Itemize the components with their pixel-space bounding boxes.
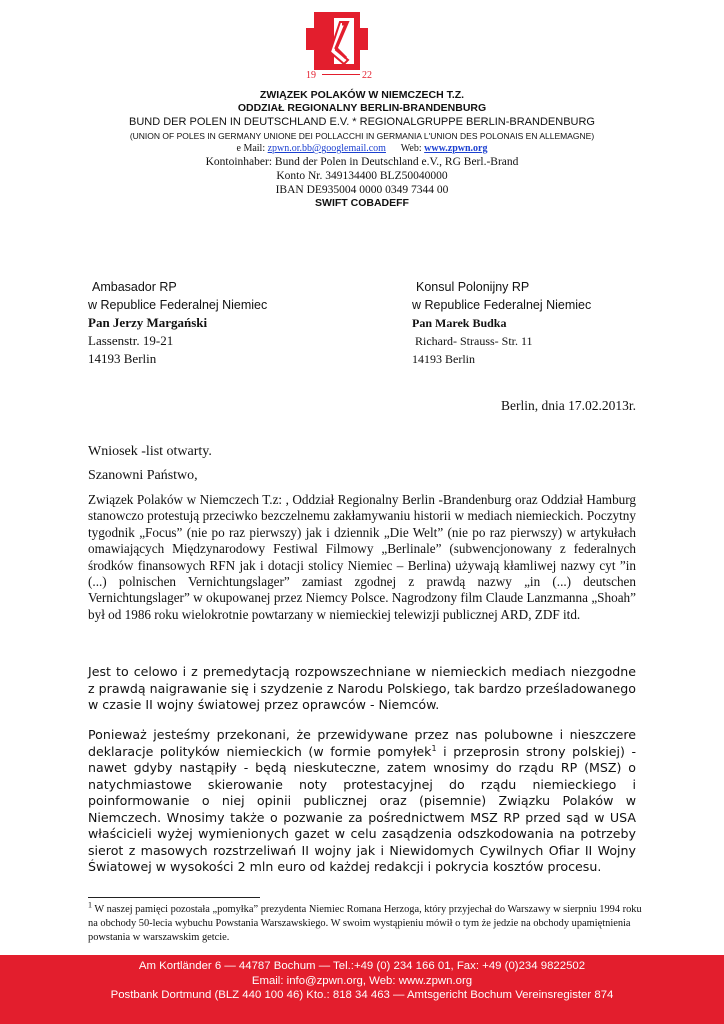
- footer-contact: Email: info@zpwn.org, Web: www.zpwn.org: [251, 974, 473, 987]
- web-label: Web:: [400, 143, 422, 154]
- org-name: ZWIĄZEK POLAKÓW W NIEMCZECH T.Z.: [259, 89, 465, 101]
- recipient-consul: [412, 278, 712, 368]
- paragraph-1: [88, 492, 636, 623]
- paragraph-1-text: Związek Polaków w Niemczech T.z: , Oddział Regionalny Berlin -Brandenburg oraz Oddział Hamburg stanowczo protestują przeciwko bezczelnemu zakłamywaniu historii w mediach niemieckich. Poczytny tygodnik „Focus” (nie po raz pierwszy) jak i dziennik „Die Welt” (nie po raz pierwszy) w artykułach omawiających Międzynarodowy Festiwal Filmowy „Berlinale” (subwencjonowany z federalnych środków finansowych RFN jak i dotacji stolicy Niemiec – Berlina) używają kłamliwej nazwy cyt ”in (...) polnischen Vernichtungslager” zamiast zgodnej z prawdą nazwy „in (...) deutschen Vernichtungslager” w okupowanej przez Niemcy Polsce. Nagrodzony film Claude Lanzmanna „Shoah” był od 1986 roku wielokrotnie powtarzany w niemieckiej telewizji publicznej ARD, ZDF itd.: [88, 492, 636, 622]
- paragraph-3-text: [88, 727, 636, 876]
- german-name: BUND DER POLEN IN DEUTSCHLAND E.V. * REGIONALGRUPPE BERLIN-BRANDENBURG: [129, 116, 595, 128]
- recipient-name: Pan Marek Budka: [412, 316, 507, 330]
- paragraph-3-part-1: Ponieważ jesteśmy przekonani, że przewidywane przez nas polubowne i nieszczere deklaracje polityków niemieckich (w formie pomyłek: [88, 727, 636, 759]
- iban: IBAN DE935004 0000 0349 7344 00: [275, 184, 449, 196]
- logo-underline: [322, 74, 360, 75]
- footnote-mark: 1: [88, 900, 92, 910]
- recipient-title: Konsul Polonijny RP: [416, 280, 530, 294]
- footnote-text: W naszej pamięci pozostała „pomyłka” prezydenta Niemiec Romana Herzoga, który przyjechał do Warszawy w sierpniu 1994 roku na obchody 50-lecia wybuchu Powstania Warszawskiego. W swoim wystąpieniu mówił o tym że jedzie na obchody upamiętnienia powstania w warszawskim getcie.: [88, 904, 642, 943]
- account-number: Konto Nr. 349134400 BLZ50040000: [276, 170, 448, 182]
- footer-address: Am Kortländer 6 — 44787 Bochum — Tel.:+49 (0) 234 166 01, Fax: +49 (0)234 9822502: [138, 960, 586, 972]
- recipient-ambassador: [88, 278, 388, 368]
- email-label: e Mail:: [236, 143, 266, 154]
- account-holder: Kontoinhaber: Bund der Polen in Deutschland e.V., RG Berl.-Brand: [205, 156, 519, 168]
- letter-subject: Wniosek -list otwarty.: [88, 444, 212, 459]
- logo-year-right: 22: [362, 70, 372, 81]
- letter-greeting: Szanowni Państwo,: [88, 468, 198, 483]
- web-link[interactable]: www.zpwn.org: [424, 143, 488, 154]
- email-link[interactable]: zpwn.or.bb@googlemail.com: [267, 143, 386, 154]
- recipient-street: Lassenstr. 19-21: [88, 333, 174, 348]
- swift: SWIFT COBADEFF: [315, 197, 409, 209]
- recipient-name: Pan Jerzy Margański: [88, 315, 208, 330]
- recipient-city: 14193 Berlin: [88, 351, 157, 366]
- paragraph-3-part-2: i przeprosin strony polskiej) - nawet gdyby nastąpiły - będą nieskuteczne, zatem wnosimy do rządu RP (MSZ) o natychmiastowe skierowanie noty protestacyjnej do rządu niemieckiego i poinformowanie o niej opinii publicznej oraz (pisemnie) Związku Polaków w Niemczech. Wnosimy także o pozwanie za pośrednictwem MSZ RP przed sąd w USA właścicieli wyżej wymienionych gazet w celu zasądzenia odszkodowania na potrzeby sierot z masowych rozstrzeliwań II wojny jak i Niewidomych Cywilnych Ofiar II Wojny Światowej w wysokości 2 mln euro od każdej redakcji i pokrycia kosztów procesu.: [88, 743, 637, 874]
- recipient-street: Richard- Strauss- Str. 11: [415, 334, 533, 348]
- footnote-divider: [88, 897, 260, 898]
- org-branch: ODDZIAŁ REGIONALNY BERLIN-BRANDENBURG: [237, 102, 487, 114]
- letter-date: Berlin, dnia 17.02.2013r.: [501, 398, 636, 413]
- paragraph-2: [88, 664, 636, 714]
- recipient-title: Ambasador RP: [92, 280, 177, 294]
- paragraph-3: [88, 727, 636, 876]
- footer-bar: [0, 955, 724, 1024]
- footer-bank: Postbank Dortmund (BLZ 440 100 46) Kto.: 818 34 463 — Amtsgericht Bochum Vereinsregister 874: [110, 989, 614, 1001]
- recipient-country: w Republice Federalnej Niemiec: [412, 298, 592, 312]
- recipient-country: w Republice Federalnej Niemiec: [88, 298, 268, 312]
- organization-logo: [304, 10, 380, 84]
- footnote-reference[interactable]: 1: [431, 743, 437, 753]
- contact-line: [0, 142, 724, 156]
- org-translations: (UNION OF POLES IN GERMANY UNIONE DEI POLLACCHI IN GERMANIA L'UNION DES POLONAIS EN ALLEMAGNE): [129, 131, 595, 141]
- recipient-city: 14193 Berlin: [412, 352, 475, 366]
- footnote: [88, 900, 648, 945]
- paragraph-2-text: Jest to celowo i z premedytacją rozpowszechniane w niemieckich mediach niezgodne z prawdą naigrawanie się i szydzenie z Narodu Polskiego, tak bardzo prześladowanego w czasie II wojny światowej przez oprawców - Niemców.: [88, 664, 636, 712]
- logo-year-left: 19: [306, 70, 316, 81]
